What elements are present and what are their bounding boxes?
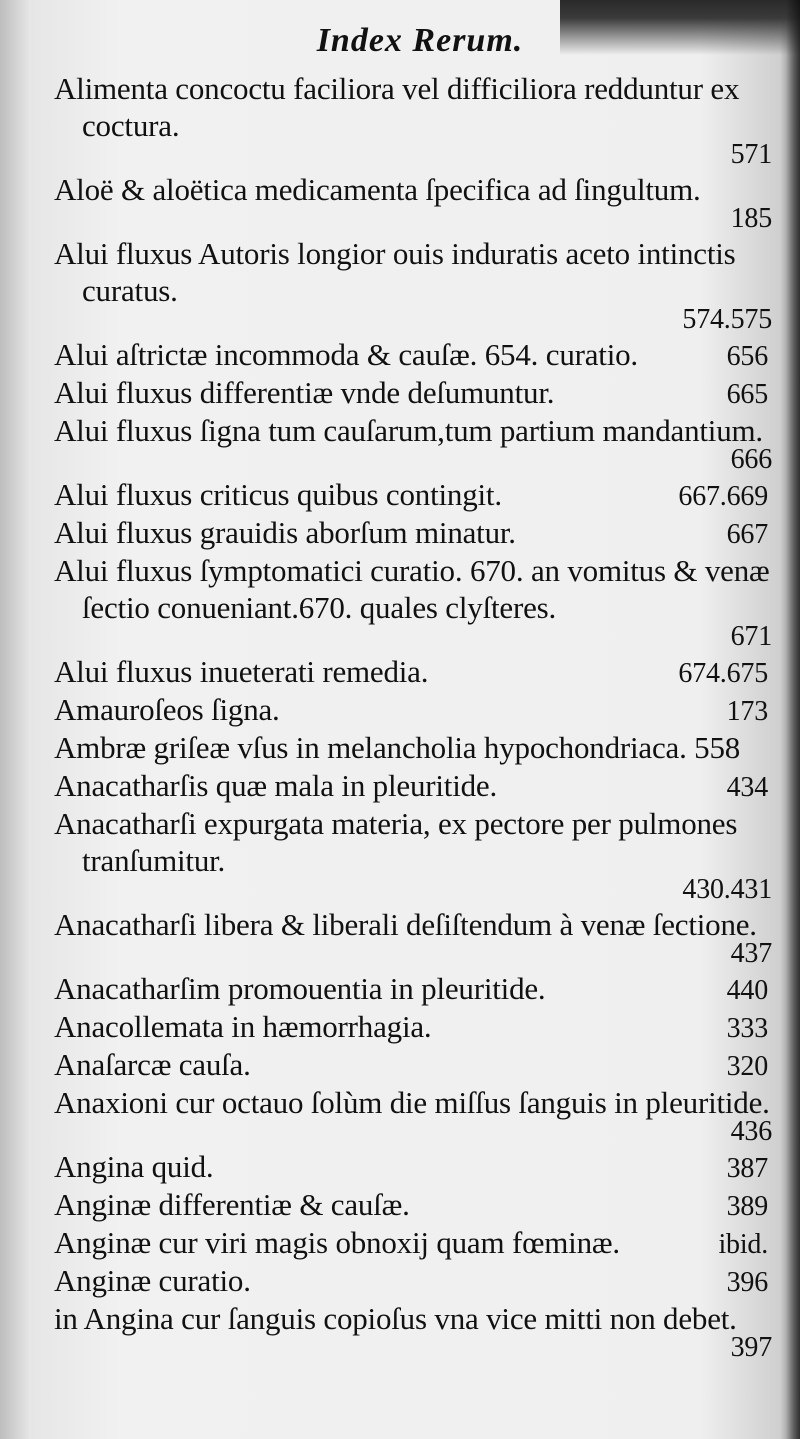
index-entry-text: Amauroſeos ſigna. [54, 692, 280, 727]
index-entry [54, 552, 774, 652]
index-entry [54, 729, 774, 766]
index-entry [54, 691, 774, 728]
index-entry-page-ref: 665 [726, 379, 768, 410]
index-entry-text: Anacatharſi libera & liberali deſiſtendum à venæ ſectione. [54, 907, 757, 942]
index-entry-text: Alui fluxus grauidis aborſum minatur. [54, 515, 516, 550]
index-entry [54, 1186, 774, 1223]
index-entry-page-ref: 320 [726, 1051, 768, 1082]
index-entry [54, 1046, 774, 1083]
index-entry [54, 70, 774, 170]
index-entry [54, 374, 774, 411]
index-entry-text: Anginæ curatio. [54, 1263, 251, 1298]
index-entry-text: Anacollemata in hæmorrhagia. [54, 1009, 432, 1044]
index-entry-page-ref: 440 [726, 975, 768, 1006]
index-entry-page-ref: 185 [730, 203, 772, 234]
index-entry-page-ref: 173 [726, 696, 768, 727]
index-entry-page-ref: 397 [730, 1332, 772, 1363]
index-entry [54, 1300, 774, 1363]
index-entry-text: Alui aſtrictæ incommoda & cauſæ. 654. curatio. [54, 337, 638, 372]
index-entry-text: Angina quid. [54, 1149, 214, 1184]
index-entry-text: Anginæ differentiæ & cauſæ. [54, 1187, 410, 1222]
index-entry-text: Anginæ cur viri magis obnoxij quam fœminæ. [54, 1225, 620, 1260]
index-entry [54, 906, 774, 969]
index-entry [54, 805, 774, 905]
index-entry [54, 412, 774, 475]
index-entry-page-ref: 574.575 [682, 304, 772, 335]
index-entry [54, 514, 774, 551]
index-entry [54, 1262, 774, 1299]
index-entry-text: Alui fluxus criticus quibus contingit. [54, 477, 502, 512]
index-entry-text: Alui fluxus differentiæ vnde deſumuntur. [54, 375, 555, 410]
index-entry-text: Anaxioni cur octauo ſolùm die miſſus ſanguis in pleuritide. [54, 1085, 770, 1120]
index-entry [54, 970, 774, 1007]
index-entry-page-ref: ibid. [718, 1229, 768, 1260]
index-entry [54, 235, 774, 335]
index-entry-text: Alimenta concoctu faciliora vel difficiliora redduntur ex coctura. [54, 71, 740, 143]
index-entry-text: in Angina cur ſanguis copioſus vna vice mitti non debet. [54, 1301, 737, 1336]
index-entry-page-ref: 436 [730, 1116, 772, 1147]
index-entry [54, 336, 774, 373]
page-header-text: Index Rerum. [316, 22, 524, 59]
index-entry-page-ref: 437 [730, 938, 772, 969]
index-entry [54, 653, 774, 690]
index-entry [54, 171, 774, 234]
index-entry-page-ref: 571 [730, 139, 772, 170]
index-entry [54, 1084, 774, 1147]
index-entry-page-ref: 674.675 [678, 658, 768, 689]
index-entry [54, 767, 774, 804]
index-entry [54, 1224, 774, 1261]
index-entry [54, 1148, 774, 1185]
index-entry-page-ref: 656 [726, 341, 768, 372]
index-entry-page-ref: 387 [726, 1153, 768, 1184]
index-entry-page-ref: 434 [726, 772, 768, 803]
index-entry-text: Anacatharſim promouentia in pleuritide. [54, 971, 546, 1006]
index-entry-text: Alui fluxus inueterati remedia. [54, 654, 429, 689]
index-entry-text: Ambræ griſeæ vſus in melancholia hypochondriaca. 558 [54, 730, 741, 765]
index-entry-page-ref: 396 [726, 1267, 768, 1298]
index-entry-page-ref: 667.669 [678, 481, 768, 512]
index-entry-page-ref: 333 [726, 1013, 768, 1044]
index-entry-text: Alui fluxus Autoris longior ouis induratis aceto intinctis curatus. [54, 236, 736, 308]
index-entry-text: Anacatharſi expurgata materia, ex pectore per pulmones tranſumitur. [54, 806, 738, 878]
index-entry-text: Anacatharſis quæ mala in pleuritide. [54, 768, 498, 803]
index-entry-text: Alui fluxus ſymptomatici curatio. 670. an vomitus & venæ ſectio conueniant.670. quales clyſteres. [54, 553, 770, 625]
index-entry-text: Anaſarcæ cauſa. [54, 1047, 251, 1082]
page-shadow-right [786, 0, 800, 1439]
page-header [0, 22, 800, 60]
index-entry [54, 476, 774, 513]
index-entry-text: Aloë & aloëtica medicamenta ſpecifica ad ſingultum. [54, 172, 701, 207]
index-entry-page-ref: 430.431 [682, 874, 772, 905]
index-entry-page-ref: 389 [726, 1191, 768, 1222]
index-entry-page-ref: 666 [730, 444, 772, 475]
index-entries [54, 70, 774, 1364]
index-entry-page-ref: 671 [730, 621, 772, 652]
index-entry-text: Alui fluxus ſigna tum cauſarum,tum partium mandantium. [54, 413, 763, 448]
index-entry [54, 1008, 774, 1045]
index-entry-page-ref: 667 [726, 519, 768, 550]
